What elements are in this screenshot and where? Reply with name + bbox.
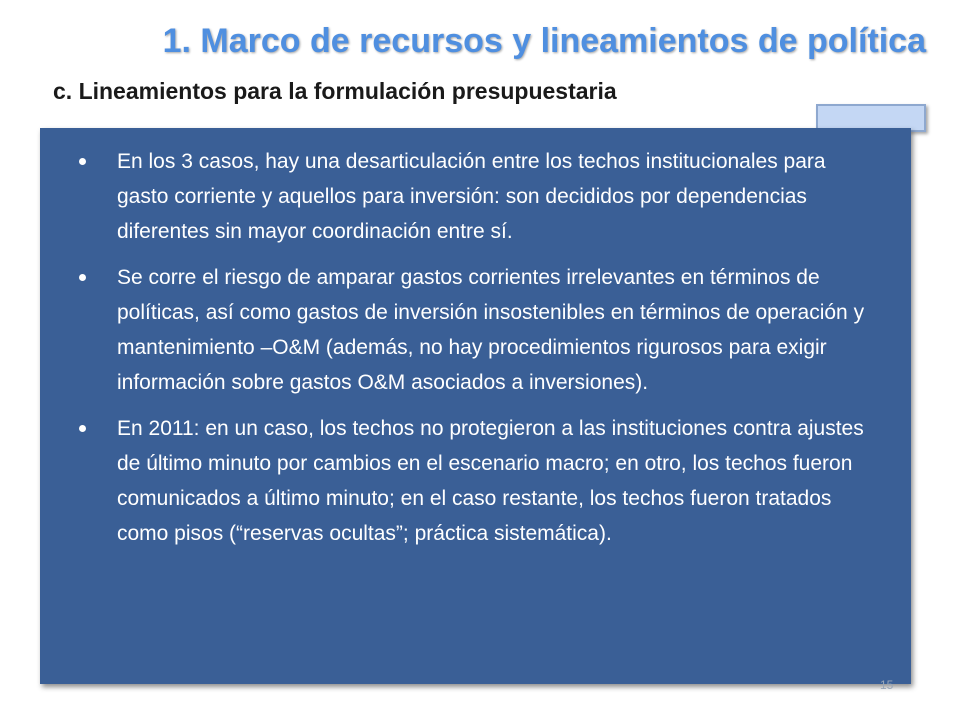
bullet-text: Se corre el riesgo de amparar gastos corrientes irrelevantes en términos de políticas, así como gastos de inversión insostenibles en términos de operación y mantenimiento –O&M (además, no hay procedimientos rigurosos para exigir información sobre gastos O&M asociados a inversiones).	[117, 266, 865, 394]
slide-title: 1. Marco de recursos y lineamientos de política	[162, 22, 926, 60]
bullet-item	[76, 411, 876, 551]
bullet-dot-icon	[79, 158, 86, 165]
bullet-text: En los 3 casos, hay una desarticulación entre los techos institucionales para gasto corriente y aquellos para inversión: son decididos por dependencias diferentes sin mayor coordinación entre sí.	[117, 150, 826, 243]
bullet-item	[76, 144, 876, 249]
page-number: 15	[880, 678, 894, 692]
content-box	[40, 128, 911, 684]
bullet-text: En 2011: en un caso, los techos no protegieron a las instituciones contra ajustes de último minuto por cambios en el escenario macro; en otro, los techos fueron comunicados a último minuto; en el caso restante, los techos fueron tratados como pisos (“reservas ocultas”; práctica sistemática).	[117, 417, 864, 545]
slide-subtitle: c. Lineamientos para la formulación presupuestaria	[53, 78, 617, 104]
bullet-item	[76, 260, 876, 400]
bullet-dot-icon	[79, 425, 86, 432]
bullet-list	[76, 144, 876, 562]
bullet-dot-icon	[79, 274, 86, 281]
